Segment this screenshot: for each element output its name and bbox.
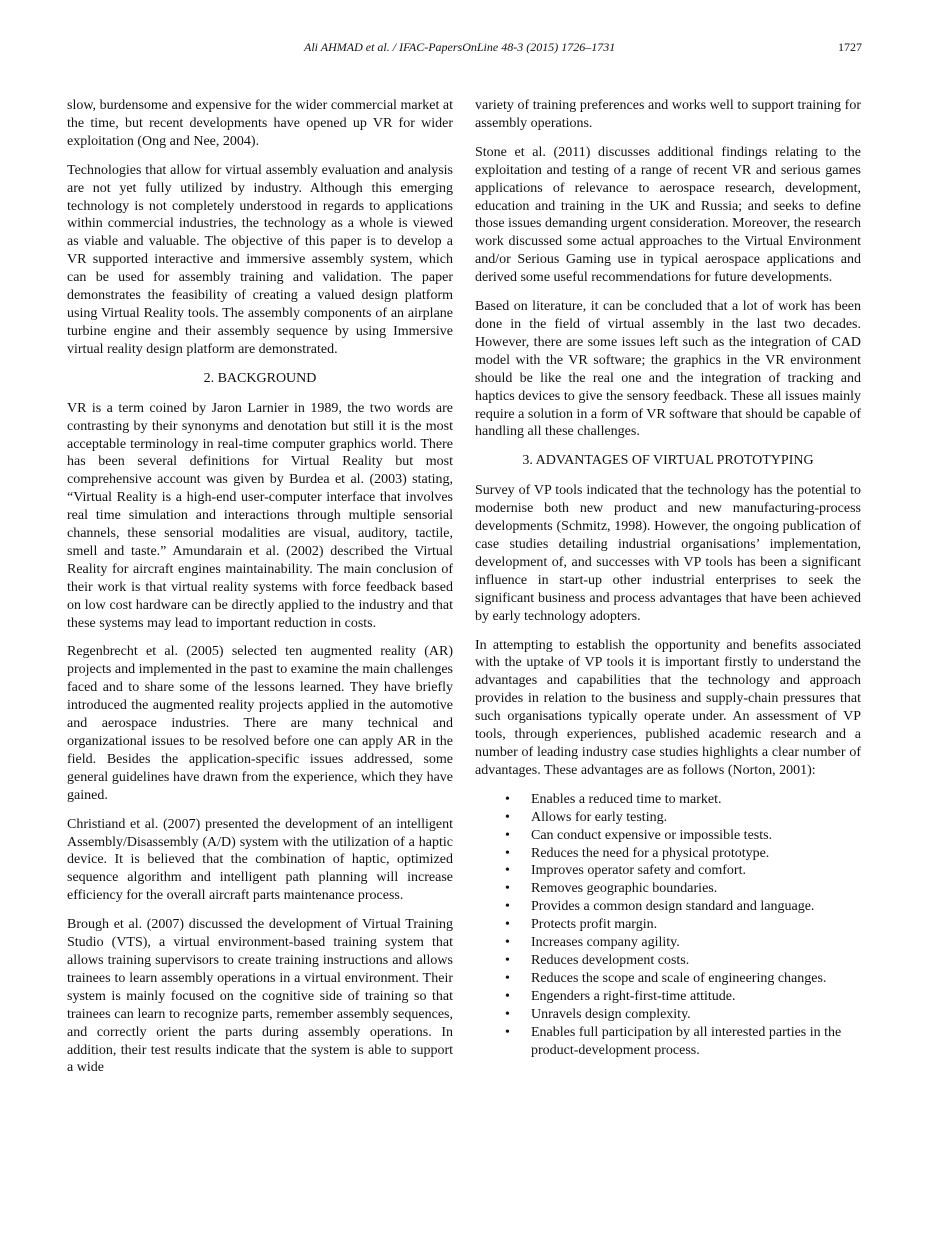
list-item: • Improves operator safety and comfort. (531, 862, 861, 880)
list-item: • Removes geographic boundaries. (531, 880, 861, 898)
list-item: • Increases company agility. (531, 934, 861, 952)
paragraph: Regenbrecht et al. (2005) selected ten augmented reality (AR) projects and implemented in the past to examine the main challenges faced and to share some of the lessons learned. They have briefly introduced the augmented reality projects applied in the automotive and aerospace industries. There are many technical and organizational issues to be resolved before one can apply AR in the field. Besides the application-specific issues addressed, some general guidelines have drawn from the experience, which they have gained. (67, 644, 453, 803)
paragraph: Survey of VP tools indicated that the technology has the potential to modernise both new product and new manufacturing-process developments (Schmitz, 1998). However, the ongoing publication of case studies detailing industrial organisations’ implementation, development of, and successes with VP tools has been a significant influence in start-up other industrial enterprises to seek the significant business and process advantages that have been achieved by early technology adopters. (475, 483, 861, 624)
list-item: • Reduces development costs. (531, 952, 861, 970)
page-number: 1727 (838, 40, 862, 54)
paragraph: Brough et al. (2007) discussed the development of Virtual Training Studio (VTS), a virtual environment-based training system that allows training supervisors to create training instructions and allows trainees to learn assembly operations in a virtual environment. Their system is mainly focused on the cognitive side of training so that trainees can learn to recognize parts, remember assembly sequences, and correctly orient the parts during assembly operations. In addition, their test results indicate that the system is able to support a wide (67, 917, 453, 1076)
page-header (0, 40, 925, 60)
list-item: • Unravels design complexity. (531, 1006, 861, 1024)
paragraph: Christiand et al. (2007) presented the development of an intelligent Assembly/Disassembly (A/D) system with the utilization of a haptic device. It is believed that the combination of haptic, optimized sequence algorithm and intelligent path planning will increase efficiency for the overall aircraft parts maintenance process. (67, 816, 453, 904)
list-item: • Can conduct expensive or impossible tests. (531, 827, 861, 845)
paragraph: Based on literature, it can be concluded that a lot of work has been done in the field of virtual assembly in the last two decades. However, there are some issues left such as the integration of CAD model with the VR software; the graphics in the VR environment should be like the real one and the integration of tracking and haptics devices to give the sensory feedback. These all issues mainly require a solution in a form of VR software that should be capable of handling all these challenges. (475, 299, 861, 440)
list-item: • Engenders a right-first-time attitude. (531, 988, 861, 1006)
list-item: • Protects profit margin. (531, 916, 861, 934)
section-heading: 2. BACKGROUND (203, 370, 317, 386)
paragraph: Technologies that allow for virtual assembly evaluation and analysis are not yet fully utilized by industry. Although this emerging technology is not completely understood in regards to applications within commercial industries, the technology as a whole is viewed as viable and valuable. The objective of this paper is to develop a VR supported interactive and immersive assembly system, which can be used for assembly training and validation. The paper demonstrates the feasibility of creating a valued design platform using Virtual Reality tools. The assembly components of an airplane turbine engine and their assembly sequence by using Immersive virtual reality design platform are demonstrated. (67, 162, 453, 357)
paragraph: Stone et al. (2011) discusses additional findings relating to the exploitation and testing of a range of recent VR and serious games applications of relevance to aerospace research, development, education and training in the UK and Russia; and seeks to define those issues demanding urgent consideration. Moreover, the research work discussed some actual approaches to the Virtual Environment and/or Serious Gaming use in typical aerospace applications and derived some useful recommendations for future developments. (475, 144, 862, 286)
list-item: • Enables full participation by all interested parties in the product-development process. (531, 1024, 861, 1060)
list-item: • Reduces the scope and scale of engineering changes. (531, 970, 861, 988)
running-title: Ali AHMAD et al. / IFAC-PapersOnLine 48-3 (2015) 1726–1731 (304, 40, 616, 54)
paragraph: VR is a term coined by Jaron Larnier in 1989, the two words are contrasting by their synonyms and denotation but still it is the most acceptable terminology in real-time computer graphics world. There has been several definitions for Virtual Reality but most comprehensive account was given by Burdea et al. (2003) stating, “Virtual Reality is a high-end user-computer interface that involves real time simulation and interactions through multiple sensorial channels, these sensorial modalities are visual, auditory, tactile, smell and taste.” Amundarain et al. (2002) described the Virtual Reality for aircraft engines maintainability. The main conclusion of their work is that virtual reality systems with force feedback based on low cost hardware can be directly applied to the industry and that these systems may lead to important reduction in costs. (67, 400, 453, 631)
advantages-list (475, 791, 861, 1060)
list-item: • Provides a common design standard and language. (531, 898, 861, 916)
section-heading: 3. ADVANTAGES OF VIRTUAL PROTOTYPING (522, 453, 814, 469)
paragraph: slow, burdensome and expensive for the wider commercial market at the time, but recent developments have opened up VR for wider exploitation (Ong and Nee, 2004). (67, 98, 453, 149)
list-item: • Enables a reduced time to market. (531, 791, 861, 809)
right-column (475, 97, 861, 1059)
list-item: • Reduces the need for a physical prototype. (531, 845, 861, 863)
paragraph: In attempting to establish the opportunity and benefits associated with the uptake of VP tools it is important firstly to understand the advantages and capabilities that the technology and approach provides in relation to the business and supply-chain pressures that such organisations typically operate under. An assessment of VP tools, through experiences, published academic research and a number of leading industry case studies highlights a clear number of advantages. These advantages are as follows (Norton, 2001): (475, 637, 861, 778)
list-item: • Allows for early testing. (531, 809, 861, 827)
left-column (67, 97, 453, 1088)
paragraph: variety of training preferences and works well to support training for assembly operations. (475, 98, 861, 131)
